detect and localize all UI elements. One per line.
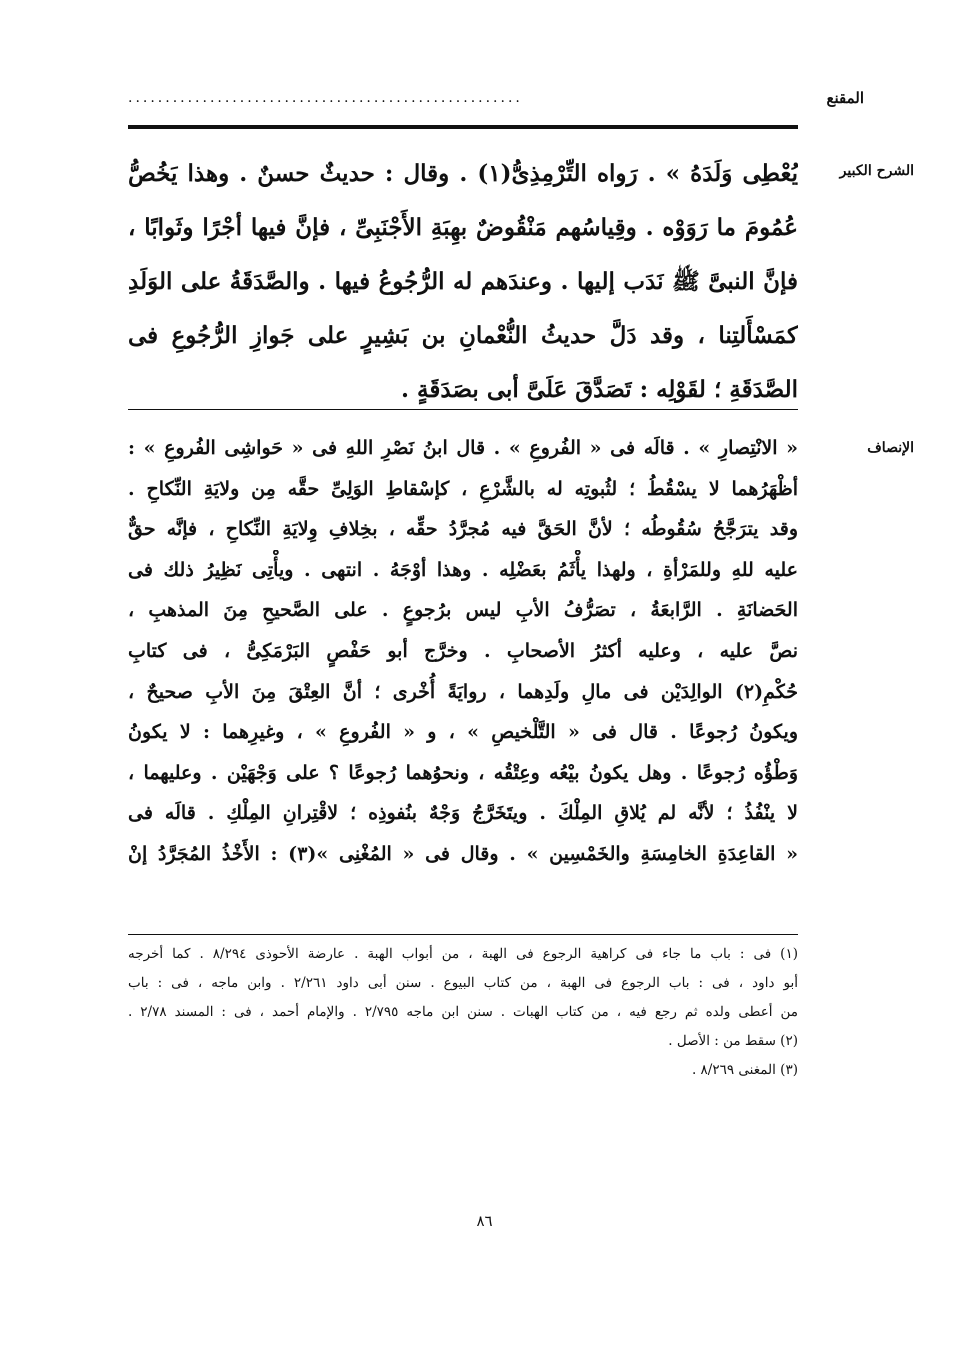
sharh-line: الصَّدَقَةِ ؛ لقَوْلِه : تَصَدَّقَ عَلَىَّ أبى بصَدَقَةٍ . xyxy=(401,376,798,403)
section-divider-rule xyxy=(128,409,798,410)
header-rule xyxy=(128,125,798,129)
footnote-line: (١) فى : باب ما جاء فى كراهية الرجوع فى الهبة ، من أبواب الهبة . عارضة الأحوذى ٨/٢٩٤ . كما أخرجه xyxy=(128,946,798,962)
insaf-line: ويكونُ رُجوعًا . قال فى « التَّلْخيصِ » ، و « الفُروعِ » ، وغيرِهما : لا يكونُ xyxy=(128,721,798,744)
sharh-line: يُعْطِى وَلَدَهُ » . رَواه التِّرْمِذِىُّ(١) . وقال : حديثٌ حسنٌ . وهذا يَخُصُّ xyxy=(128,160,798,187)
insaf-line: عليه للهِ وللمَرْأةِ ، ولهذا يأْثَمُ بعَضْلِه . وهذا أوْجَهُ . انتهى . ويأْتِى نَظِيرُ ذلك فى xyxy=(128,558,798,581)
page-number: ٨٦ xyxy=(476,1212,493,1230)
insaf-line: أظْهَرُهما لا يسْقُطُ ؛ لثُبوتِه له بالشَّرْعِ ، كإسْقاطِ الوَلِىِّ حقَّه مِن ولايَةِ النِّكاحِ . xyxy=(128,477,798,500)
side-label-insaf: الإنصاف xyxy=(867,440,914,456)
insaf-line: « الانْتِصارِ » . قالَه فى « الفُروعِ » . قال ابنُ نَصْرِ اللهِ فى « حَواشِى الفُروعِ » : xyxy=(128,437,798,459)
footnote-divider-rule xyxy=(128,934,798,935)
footnote-line: من أعطى ولده ثم رجع فيه ، من كتاب الهبات . سنن ابن ماجه ٢/٧٩٥ . والإمام أحمد ، فى : المسند ٢/٧٨ . xyxy=(128,1004,798,1020)
footnote-line: (٢) سقط من : الأصل . xyxy=(668,1033,798,1049)
sharh-line: كمَسْأَلتِنا ، وقد دَلَّ حديثُ النُّعْمانِ بن بَشِيرٍ على جَوازِ الرُّجُوعِ فى xyxy=(128,322,798,349)
insaf-line: وَطْؤُه رُجوعًا . وهل يكونُ بيْعُه وعِتْقُه ، ونحوُهما رُجوعًا ؟ على وَجْهَيْن . وعليهما ، xyxy=(128,761,798,784)
insaf-text-block xyxy=(128,428,798,875)
sharh-line: فإنَّ النبىَّ ﷺ نَدَب إليها . وعندَهم له الرُّجُوعُ فيها . والصَّدَقَةُ على الوَلَدِ xyxy=(128,268,798,295)
header-dotted-leader: ..................................................... xyxy=(128,90,523,106)
insaf-line: وقد يترَجَّحُ سُقُوطُه ؛ لأنَّ الحَقَّ فيه مُجرَّدُ حقِّه ، بخِلافِ وِلايَةِ النِّكاحِ ، فإنَّه حقٌّ xyxy=(128,518,798,541)
insaf-line: لا ينْفُذُ ؛ لأنَّه لم يُلاقِ المِلْكَ . ويتَخَرَّجُ وَجْهٌ بنُفوذِه ؛ لاقْتِرانِ المِلْكِ . قالَه فى xyxy=(128,802,798,825)
footnote-line: أبو داود ، فى : باب الرجوع فى الهبة ، من كتاب البيوع . سنن أبى داود ٢/٢٦١ . وابن ماجه ، فى : باب xyxy=(128,975,798,991)
footnote-line: (٣) المغنى ٨/٢٦٩ . xyxy=(691,1062,798,1078)
running-header-title: المقنع xyxy=(826,89,864,107)
insaf-line: الحَضانَةِ . الرَّابعَةُ ، تصَرُّفُ الأبِ ليس برُجوعٍ . على الصَّحيحِ مِنَ المذهبِ ، xyxy=(128,599,798,622)
insaf-line: حُكْمِ(٢) الوالِدَيْن فى مالِ ولَدِهما ، روايَةً أُخْرى ؛ أنَّ العِتْقَ مِنَ الأبِ صحيحٌ ، xyxy=(128,680,798,703)
sharh-line: عُمُومَ ما رَوَوْه . وقِياسُهم مَنْقُوضٌ بهِبَةِ الأَجْنَبِىِّ ، فإنَّ فيها أجْرًا وثَوابًا ، xyxy=(128,214,798,241)
footnotes-block xyxy=(128,940,798,1085)
insaf-line: « القاعِدَةِ الخامِسَةِ والخَمْسِين » . وقال فى « المُغْنِى »(٣) : الأَخْذُ المُجَرَّدُ إنْ xyxy=(128,842,798,865)
insaf-line: نصَّ عليه ، وعليه أكثرُ الأصحابِ . وخرَّج أبو حَفْصٍ البَرْمَكِىُّ ، فى كتابِ xyxy=(128,639,798,662)
sharh-text-block xyxy=(128,147,798,417)
side-label-sharh: الشرح الكبير xyxy=(839,163,914,179)
